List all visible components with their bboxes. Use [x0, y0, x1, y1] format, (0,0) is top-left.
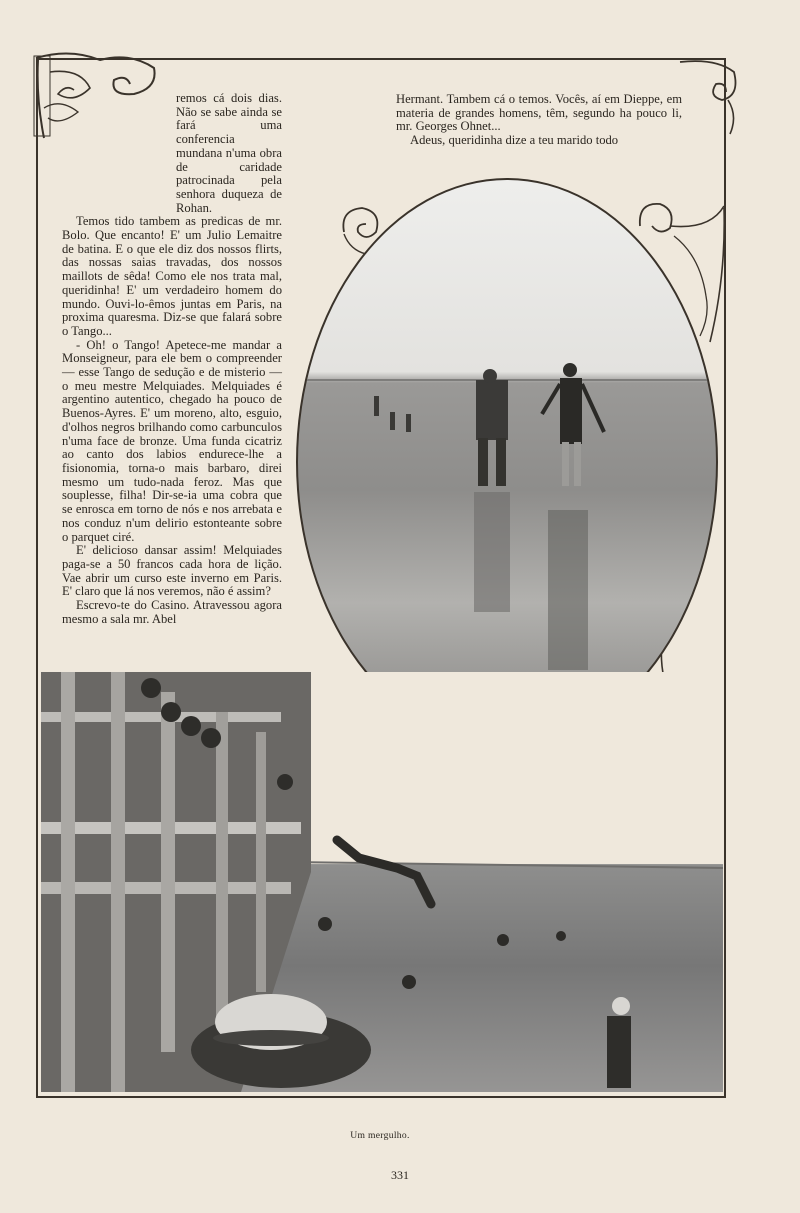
- page-number: 331: [391, 1168, 409, 1182]
- paragraph: - Oh! o Tango! Apetece-me mandar a Monseigneur, para ele bem o compreender — esse Tango de sedução e de misterio — o meu mestre Melquiades. Melquiades é argentino autentico, chegado ha pouco de Buenos-Ayres. E' um moreno, alto, esguio, d'olhos negros brilhando como carbunculos n'uma face de bronze. Uma funda cicatriz ao canto dos labios endurece-lhe a fisionomia, torna-o mais barbaro, direi mesmo um tudo-nada feroz. Mas que souplesse, filha! Dir-se-ia uma cobra que se enrosca em torno de nós e nos arrebata e nos conduz n'um delirio estonteante sobre o parquet ciré.: [62, 337, 282, 544]
- pier-diving-illustration: [41, 672, 723, 1092]
- oval-photo-beach-walk: [296, 178, 718, 746]
- bottom-photo-diving: [41, 672, 723, 1092]
- paragraph: Temos tido tambem as predicas de mr. Bolo. Que encanto! E' um Julio Lemaitre de batina. E o que ele diz dos nossos flirts, das nossas saias travadas, dos nossos maillots de sêda! Como ele nos trata mal, queridinha! E' um verdadeiro homem do mundo. Ouvi-lo-êmos juntas em Paris, na proxima quaresma. Diz-se que falará sobre o Tango...: [62, 214, 282, 338]
- paragraph: E' delicioso dansar assim! Melquiades paga-se a 50 francos cada hora de lição. Vae abrir um curso este inverno em Paris. E' claro que lá nos veremos, não é assim?: [62, 543, 282, 599]
- top-right-ornament: [676, 56, 742, 138]
- paragraph: Adeus, queridinha dize a teu marido todo: [410, 133, 619, 148]
- beach-walk-illustration: [298, 180, 718, 746]
- paragraph: Escrevo-te do Casino. Atravessou agora mesmo a sala mr. Abel: [62, 598, 282, 626]
- right-text-column: [396, 93, 682, 148]
- paragraph: remos cá dois dias. Não se sabe ainda se fará uma conferencia mundana n'uma obra de caridade patrocinada pela senhora duqueza de Rohan.: [176, 91, 282, 215]
- paragraph: Hermant. Tambem cá o temos. Vocês, aí em Dieppe, em materia de grandes homens, têm, segundo ha pouco li, mr. Georges Ohnet...: [396, 92, 682, 134]
- bottom-photo-caption: Um mergulho.: [350, 1130, 410, 1141]
- left-text-column: [62, 92, 282, 626]
